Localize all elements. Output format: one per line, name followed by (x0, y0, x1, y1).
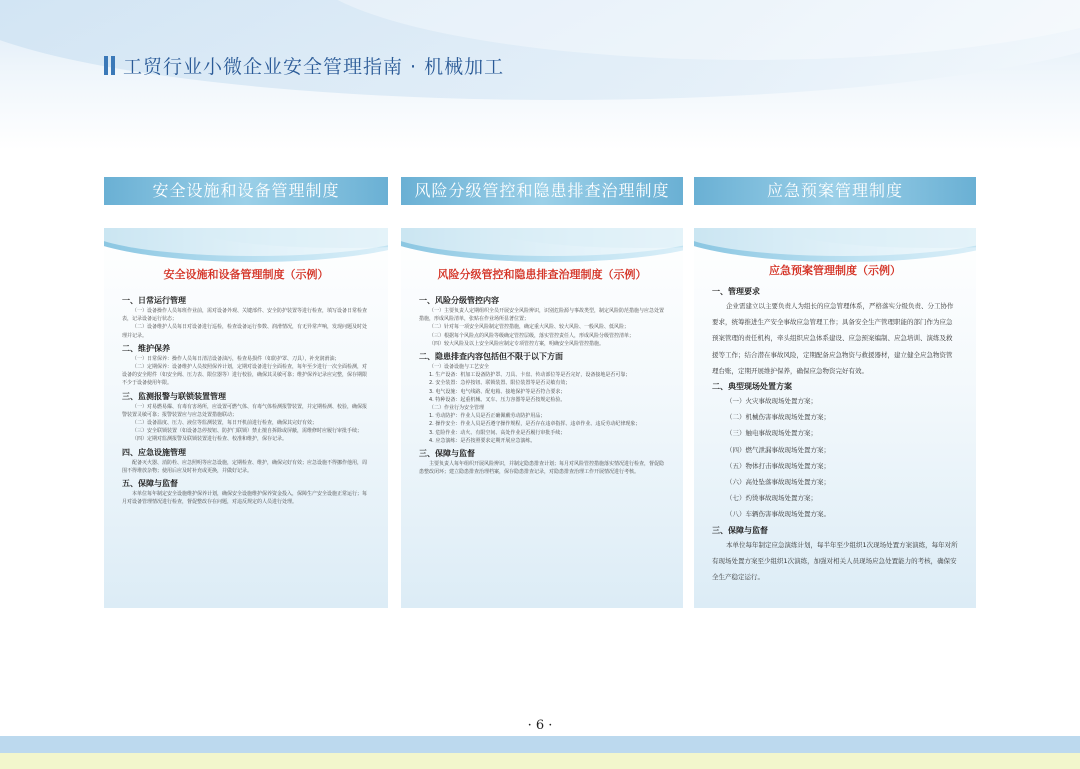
column-heading-equipment: 安全设施和设备管理制度 (104, 177, 388, 205)
paragraph: （三）安全联锁装置（如设备急停按钮、防护门联锁）禁止擅自拆除或屏蔽，需维修时应履行审批手续； (132, 428, 363, 435)
section-heading: 二、典型现场处置方案 (712, 382, 792, 392)
paragraph: （二）机械伤害事故现场处置方案； (726, 413, 830, 422)
paragraph: （一）火灾事故现场处置方案； (726, 397, 817, 406)
footer-strip-yellow (0, 753, 1080, 769)
page-header (104, 52, 504, 79)
paragraph: 本单位每年制定安全设施维护保养计划，确保安全设施维护保养资金投入，保障生产安全设施正常运行；每月对设备管理情况进行检查，督促整改存在问题，对违反规定的人员进行处理。 (122, 491, 368, 506)
paragraph: 配备灭火器、消防栓、应急照明等应急设施，定期检查、维护，确保完好有效；应急设施不得挪作他用，周围不得堆放杂物；使用后应及时补充或更换，并做好记录。 (122, 459, 368, 474)
section-heading: 二、隐患排查内容包括但不限于以下方面 (419, 352, 563, 362)
section-heading: 三、保障与监督 (419, 449, 475, 459)
section-heading: 三、监测报警与联锁装置管理 (122, 391, 226, 401)
document-title: 安全设施和设备管理制度（示例） (163, 268, 329, 281)
paragraph: （六）高处坠落事故现场处置方案； (726, 478, 830, 487)
section-heading: 一、风险分级管控内容 (419, 296, 499, 305)
paragraph: （二）作业行为安全管理 (429, 405, 485, 412)
paragraph: （三）根据每个风险点的风险等级确定管控层级，落实管控责任人，形成风险分级管控清单； (429, 332, 635, 339)
document-card-risk (401, 228, 683, 608)
paragraph: （一）设备设施与工艺安全 (429, 364, 490, 371)
paragraph: （一）设备操作人员每班作业前，需对设备外观、关键部件、安全防护装置等进行检查，填写设备日常检查表，记录设备运行状态； (122, 308, 368, 323)
paragraph: （二）设备温度、压力、液位等监测装置，每日开机前进行检查，确保其完好有效； (132, 420, 318, 427)
column-heading-emergency: 应急预案管理制度 (694, 177, 976, 205)
paragraph: 1. 劳动防护：作业人员是否正确佩戴劳动防护用品； (429, 413, 546, 420)
paragraph: （二）设备维护人员每日对设备进行巡检，检查设备运行参数、润滑情况，有无异常声响，发现问题及时处理并记录。 (122, 324, 368, 339)
paragraph: （一）日常保养：操作人员每日清洁设备油污，检查易损件（如防护罩、刀具），补充润滑油； (132, 355, 340, 362)
section-heading: 一、日常运行管理 (122, 296, 186, 305)
paragraph: 4. 应急演练：是否按照要求定期开展应急演练。 (429, 437, 536, 444)
document-card-equipment (104, 228, 388, 608)
paragraph: （二）针对每一项安全风险制定管控措施，确定重大风险、较大风险、一般风险、低风险； (429, 324, 630, 331)
footer-strip-blue (0, 736, 1080, 753)
document-title: 应急预案管理制度（示例） (769, 264, 901, 277)
page-number: · 6 · (527, 718, 553, 733)
paragraph: （二）定期保养：设备维护人员按照保养计划，定期对设备进行全面检查，每年至少进行一次全面检测，对设备的安全附件（如安全阀、压力表、限位器等）进行校验，确保其灵敏可靠；维护保养记录应完整，保存期限不少于设备使用年限。 (122, 364, 368, 387)
document-card-emergency (694, 228, 976, 608)
page-title: 工贸行业小微企业安全管理指南 · 机械加工 (123, 56, 505, 78)
section-heading: 五、保障与监督 (122, 479, 178, 489)
paragraph: 4. 特种设备：起重机械、叉车、压力容器等是否按规定检验。 (429, 396, 566, 403)
paragraph: 2. 安全装置：急停按钮、联锁装置、限位装置等是否灵敏有效； (429, 380, 571, 387)
paragraph: （一）主要负责人定期组织全员开展安全风险辨识，识别危险源与事故类型，制定风险防范措施与应急处置措施，形成风险清单，张贴在作业场所显著位置； (419, 308, 665, 323)
document-title: 风险分级管控和隐患排查治理制度（示例） (437, 268, 647, 281)
section-heading: 二、维护保养 (122, 343, 170, 353)
paragraph: （四）燃气泄漏事故现场处置方案； (726, 445, 830, 454)
paragraph: （七）灼烫事故现场处置方案； (726, 494, 817, 503)
paragraph: 3. 危险作业：动火、有限空间、高处作业是否履行审批手续； (429, 429, 566, 436)
section-heading: 三、保障与监督 (712, 525, 768, 535)
paragraph: （五）物体打击事故现场处置方案； (726, 461, 830, 470)
paragraph: 1. 生产设备：机加工设备防护罩、刀具、卡盘、传动部位等是否完好，设备接地是否可靠； (429, 372, 631, 379)
document-body (712, 284, 958, 585)
paragraph: （三）触电事故现场处置方案； (726, 429, 817, 438)
paragraph: 本单位每年制定应急演练计划，每半年至少组织1次现场处置方案演练，每年对所有现场处置方案至少组织1次演练，加强对相关人员现场应急处置能力的考核，确保安全生产稳定运行。 (712, 540, 958, 582)
column-heading-risk: 风险分级管控和隐患排查治理制度 (401, 177, 683, 205)
section-heading: 四、应急设施管理 (122, 447, 186, 457)
paragraph: 企业需建立以主要负责人为组长的应急管理体系，严格落实分级负责、分工协作要求，统筹推进生产安全事故应急管理工作；具备安全生产管理职能的部门作为应急预案管理的责任机构，牵头组织应急体系建设、应急预案编制、应急培训、演练及救援等工作；结合潜在事故风险，定期配备应急物资与救援器材，建立健全应急物资管理台账，定期开展维护保养，确保应急物资完好有效。 (712, 302, 954, 375)
paragraph: 3. 电气设施：电气线路、配电箱、接地保护等是否符合要求； (429, 388, 566, 395)
document-body (122, 292, 370, 506)
header-bars-icon (104, 56, 115, 75)
paragraph: （四）定期对监测报警及联锁装置进行检查、校准和维护，保存记录。 (132, 436, 288, 443)
paragraph: 2. 操作安全：作业人员是否遵守操作规程，是否存在违章指挥、违章作业、违反劳动纪律现象； (429, 421, 641, 428)
paragraph: （一）对易燃易爆、有毒有害场所，应设置可燃气体、有毒气体检测报警装置，并定期检测、校验，确保报警装置灵敏可靠；报警装置应与应急处置措施联动； (122, 403, 368, 418)
paragraph: （八）车辆伤害事故现场处置方案。 (726, 510, 830, 519)
section-heading: 一、管理要求 (712, 287, 760, 296)
document-body (419, 292, 665, 476)
paragraph: （四）较大风险及以上安全风险应制定专项管控方案，明确安全风险管控措施。 (429, 340, 605, 347)
paragraph: 主要负责人每年组织开展风险辨识，并制定隐患排查计划；每月对风险管控措施落实情况进行检查，督促隐患整改闭环；建立隐患排查治理档案，保存隐患排查记录，对隐患排查治理工作开展情况进行考核。 (419, 461, 665, 476)
